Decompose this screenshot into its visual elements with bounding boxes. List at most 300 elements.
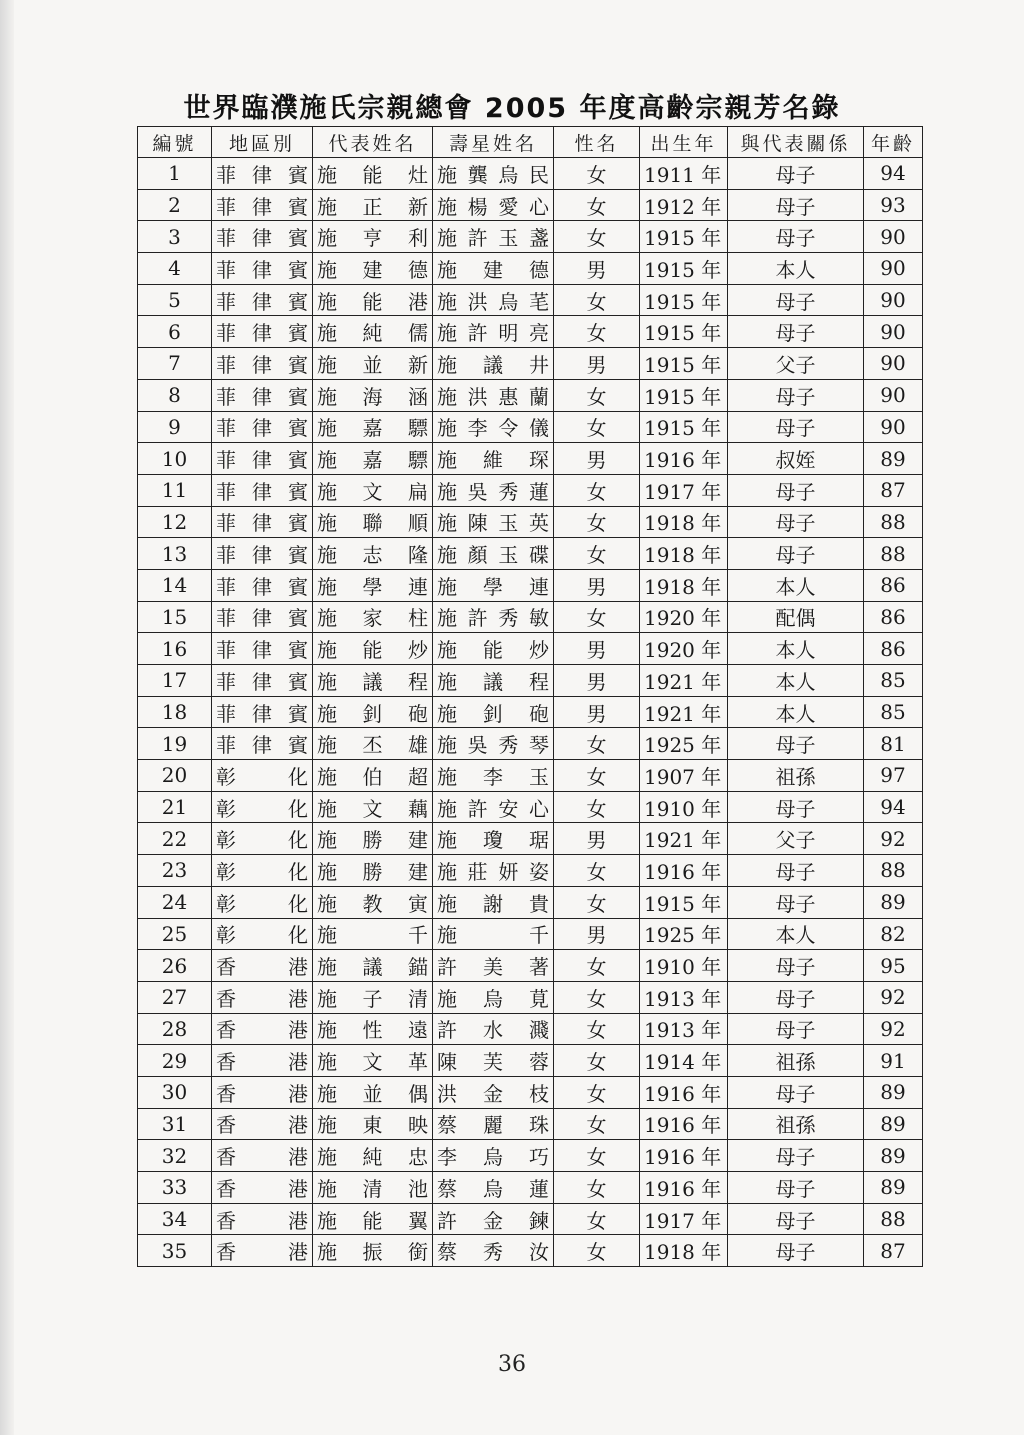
cell-number: 31 (138, 1108, 212, 1140)
cell-representative: 施文革 (313, 1045, 433, 1077)
cell-number: 16 (138, 633, 212, 665)
cell-region: 香港 (212, 1203, 313, 1235)
cell-representative: 施釗砲 (313, 696, 433, 728)
cell-number: 23 (138, 855, 212, 887)
cell-representative: 施純忠 (313, 1140, 433, 1172)
cell-number: 8 (138, 379, 212, 411)
cell-gender: 男 (554, 918, 640, 950)
cell-birth-year: 1920 年 (640, 601, 728, 633)
cell-gender: 女 (554, 950, 640, 982)
cell-representative: 施千 (313, 918, 433, 950)
cell-elder-name: 施議程 (433, 665, 554, 697)
cell-representative: 施議程 (313, 665, 433, 697)
cell-birth-year: 1915 年 (640, 411, 728, 443)
cell-birth-year: 1918 年 (640, 538, 728, 570)
cell-gender: 女 (554, 855, 640, 887)
cell-relationship: 母子 (728, 474, 864, 506)
cell-birth-year: 1915 年 (640, 284, 728, 316)
cell-region: 菲律賓 (212, 601, 313, 633)
table-row (138, 728, 923, 760)
cell-gender: 女 (554, 221, 640, 253)
cell-number: 21 (138, 791, 212, 823)
cell-elder-name: 施楊愛心 (433, 189, 554, 221)
cell-gender: 男 (554, 823, 640, 855)
cell-birth-year: 1914 年 (640, 1045, 728, 1077)
cell-birth-year: 1913 年 (640, 1013, 728, 1045)
cell-gender: 女 (554, 189, 640, 221)
cell-elder-name: 施千 (433, 918, 554, 950)
cell-birth-year: 1915 年 (640, 379, 728, 411)
cell-birth-year: 1912 年 (640, 189, 728, 221)
cell-gender: 女 (554, 760, 640, 792)
cell-gender: 女 (554, 538, 640, 570)
document-title: 世界臨濮施氏宗親總會 2005 年度高齡宗親芳名錄 (183, 93, 841, 124)
cell-number: 24 (138, 886, 212, 918)
cell-relationship: 祖孫 (728, 1108, 864, 1140)
cell-region: 香港 (212, 1140, 313, 1172)
cell-relationship: 父子 (728, 348, 864, 380)
cell-age: 89 (864, 443, 923, 475)
cell-relationship: 祖孫 (728, 1045, 864, 1077)
cell-elder-name: 蔡秀汝 (433, 1235, 554, 1267)
cell-elder-name: 施謝貴 (433, 886, 554, 918)
cell-elder-name: 陳芙蓉 (433, 1045, 554, 1077)
cell-gender: 女 (554, 474, 640, 506)
cell-representative: 施嘉驃 (313, 411, 433, 443)
cell-age: 90 (864, 411, 923, 443)
cell-gender: 女 (554, 158, 640, 190)
cell-birth-year: 1915 年 (640, 221, 728, 253)
table-row (138, 1013, 923, 1045)
table-row (138, 1203, 923, 1235)
cell-relationship: 母子 (728, 158, 864, 190)
cell-region: 彰化 (212, 855, 313, 887)
cell-number: 10 (138, 443, 212, 475)
table-header-row (138, 127, 923, 158)
cell-age: 85 (864, 696, 923, 728)
cell-age: 86 (864, 569, 923, 601)
cell-age: 89 (864, 1140, 923, 1172)
cell-age: 91 (864, 1045, 923, 1077)
cell-number: 13 (138, 538, 212, 570)
table-row (138, 221, 923, 253)
cell-relationship: 配偶 (728, 601, 864, 633)
cell-relationship: 母子 (728, 1013, 864, 1045)
cell-region: 菲律賓 (212, 506, 313, 538)
cell-elder-name: 施建德 (433, 253, 554, 285)
cell-birth-year: 1915 年 (640, 316, 728, 348)
cell-elder-name: 施瓊琚 (433, 823, 554, 855)
cell-relationship: 母子 (728, 1203, 864, 1235)
cell-relationship: 祖孫 (728, 760, 864, 792)
cell-age: 88 (864, 855, 923, 887)
cell-elder-name: 施許安心 (433, 791, 554, 823)
cell-number: 11 (138, 474, 212, 506)
cell-relationship: 父子 (728, 823, 864, 855)
table-row (138, 506, 923, 538)
cell-number: 17 (138, 665, 212, 697)
cell-representative: 施東映 (313, 1108, 433, 1140)
cell-number: 33 (138, 1172, 212, 1204)
cell-elder-name: 許美著 (433, 950, 554, 982)
cell-relationship: 母子 (728, 284, 864, 316)
cell-elder-name: 施許玉盞 (433, 221, 554, 253)
cell-elder-name: 施釗砲 (433, 696, 554, 728)
cell-representative: 施振銜 (313, 1235, 433, 1267)
table-body (138, 158, 923, 1267)
cell-elder-name: 許金鍊 (433, 1203, 554, 1235)
cell-elder-name: 施許秀敏 (433, 601, 554, 633)
cell-age: 94 (864, 791, 923, 823)
cell-gender: 女 (554, 1076, 640, 1108)
table-row (138, 918, 923, 950)
cell-number: 9 (138, 411, 212, 443)
cell-representative: 施學連 (313, 569, 433, 601)
cell-number: 6 (138, 316, 212, 348)
cell-representative: 施海涵 (313, 379, 433, 411)
cell-number: 25 (138, 918, 212, 950)
cell-age: 90 (864, 253, 923, 285)
cell-region: 彰化 (212, 823, 313, 855)
cell-birth-year: 1918 年 (640, 506, 728, 538)
cell-number: 7 (138, 348, 212, 380)
table-row (138, 950, 923, 982)
cell-number: 4 (138, 253, 212, 285)
cell-representative: 施正新 (313, 189, 433, 221)
table-row (138, 1045, 923, 1077)
cell-birth-year: 1918 年 (640, 569, 728, 601)
cell-relationship: 母子 (728, 728, 864, 760)
cell-representative: 施家柱 (313, 601, 433, 633)
cell-representative: 施能炒 (313, 633, 433, 665)
table-row (138, 316, 923, 348)
cell-number: 29 (138, 1045, 212, 1077)
cell-region: 彰化 (212, 791, 313, 823)
cell-elder-name: 洪金枝 (433, 1076, 554, 1108)
cell-birth-year: 1910 年 (640, 950, 728, 982)
cell-region: 菲律賓 (212, 633, 313, 665)
cell-relationship: 母子 (728, 886, 864, 918)
table-row (138, 633, 923, 665)
cell-number: 19 (138, 728, 212, 760)
cell-age: 89 (864, 886, 923, 918)
page-number: 36 (498, 1352, 526, 1377)
cell-relationship: 母子 (728, 1172, 864, 1204)
cell-region: 香港 (212, 981, 313, 1013)
cell-representative: 施能灶 (313, 158, 433, 190)
cell-number: 14 (138, 569, 212, 601)
cell-gender: 女 (554, 1045, 640, 1077)
cell-age: 93 (864, 189, 923, 221)
cell-representative: 施志隆 (313, 538, 433, 570)
cell-representative: 施嘉驃 (313, 443, 433, 475)
cell-number: 15 (138, 601, 212, 633)
cell-elder-name: 施維琛 (433, 443, 554, 475)
cell-region: 彰化 (212, 886, 313, 918)
cell-relationship: 母子 (728, 981, 864, 1013)
cell-age: 95 (864, 950, 923, 982)
header-elder-name: 壽星姓名 (433, 127, 554, 158)
cell-elder-name: 李烏巧 (433, 1140, 554, 1172)
cell-elder-name: 施莊妍姿 (433, 855, 554, 887)
cell-region: 菲律賓 (212, 221, 313, 253)
cell-region: 菲律賓 (212, 284, 313, 316)
cell-gender: 女 (554, 791, 640, 823)
cell-region: 香港 (212, 950, 313, 982)
cell-elder-name: 施烏莧 (433, 981, 554, 1013)
cell-age: 90 (864, 284, 923, 316)
header-representative: 代表姓名 (313, 127, 433, 158)
cell-region: 菲律賓 (212, 379, 313, 411)
cell-gender: 女 (554, 411, 640, 443)
cell-number: 22 (138, 823, 212, 855)
cell-region: 菲律賓 (212, 411, 313, 443)
cell-gender: 女 (554, 1235, 640, 1267)
cell-region: 菲律賓 (212, 696, 313, 728)
table-row (138, 791, 923, 823)
cell-gender: 男 (554, 665, 640, 697)
cell-region: 菲律賓 (212, 348, 313, 380)
cell-relationship: 本人 (728, 665, 864, 697)
cell-age: 89 (864, 1172, 923, 1204)
cell-representative: 施勝建 (313, 855, 433, 887)
cell-age: 82 (864, 918, 923, 950)
header-birth-year: 出生年 (640, 127, 728, 158)
table-row (138, 348, 923, 380)
table-row (138, 823, 923, 855)
cell-region: 菲律賓 (212, 189, 313, 221)
cell-number: 28 (138, 1013, 212, 1045)
cell-region: 香港 (212, 1076, 313, 1108)
cell-age: 89 (864, 1108, 923, 1140)
cell-elder-name: 施龔烏民 (433, 158, 554, 190)
cell-gender: 女 (554, 1013, 640, 1045)
cell-birth-year: 1910 年 (640, 791, 728, 823)
cell-elder-name: 施吳秀琴 (433, 728, 554, 760)
cell-region: 菲律賓 (212, 443, 313, 475)
table-row (138, 665, 923, 697)
cell-gender: 男 (554, 348, 640, 380)
cell-age: 89 (864, 1076, 923, 1108)
cell-birth-year: 1917 年 (640, 474, 728, 506)
cell-age: 90 (864, 348, 923, 380)
table-row (138, 189, 923, 221)
cell-elder-name: 蔡烏蓮 (433, 1172, 554, 1204)
cell-region: 菲律賓 (212, 665, 313, 697)
cell-number: 20 (138, 760, 212, 792)
table-row (138, 1076, 923, 1108)
cell-gender: 女 (554, 886, 640, 918)
cell-relationship: 母子 (728, 1140, 864, 1172)
cell-birth-year: 1917 年 (640, 1203, 728, 1235)
cell-birth-year: 1907 年 (640, 760, 728, 792)
table-row (138, 886, 923, 918)
cell-relationship: 母子 (728, 379, 864, 411)
cell-birth-year: 1921 年 (640, 823, 728, 855)
table-row (138, 760, 923, 792)
cell-number: 12 (138, 506, 212, 538)
cell-birth-year: 1916 年 (640, 1076, 728, 1108)
cell-number: 5 (138, 284, 212, 316)
cell-birth-year: 1918 年 (640, 1235, 728, 1267)
cell-gender: 男 (554, 633, 640, 665)
cell-representative: 施丕雄 (313, 728, 433, 760)
cell-age: 92 (864, 981, 923, 1013)
cell-elder-name: 施陳玉英 (433, 506, 554, 538)
cell-age: 90 (864, 379, 923, 411)
cell-gender: 女 (554, 284, 640, 316)
cell-region: 菲律賓 (212, 569, 313, 601)
cell-region: 菲律賓 (212, 316, 313, 348)
cell-representative: 施議錨 (313, 950, 433, 982)
cell-relationship: 母子 (728, 538, 864, 570)
cell-representative: 施清池 (313, 1172, 433, 1204)
cell-representative: 施子清 (313, 981, 433, 1013)
cell-age: 97 (864, 760, 923, 792)
cell-birth-year: 1921 年 (640, 665, 728, 697)
cell-number: 35 (138, 1235, 212, 1267)
cell-age: 81 (864, 728, 923, 760)
cell-number: 3 (138, 221, 212, 253)
cell-representative: 施純儒 (313, 316, 433, 348)
header-gender: 性名 (554, 127, 640, 158)
cell-age: 86 (864, 633, 923, 665)
cell-region: 彰化 (212, 760, 313, 792)
cell-age: 88 (864, 1203, 923, 1235)
header-age: 年齡 (864, 127, 923, 158)
cell-elder-name: 施李令儀 (433, 411, 554, 443)
cell-birth-year: 1921 年 (640, 696, 728, 728)
cell-elder-name: 施議井 (433, 348, 554, 380)
table-row (138, 1235, 923, 1267)
cell-region: 香港 (212, 1013, 313, 1045)
cell-birth-year: 1916 年 (640, 1140, 728, 1172)
table-row (138, 696, 923, 728)
table-row (138, 1108, 923, 1140)
cell-gender: 女 (554, 379, 640, 411)
table-row (138, 601, 923, 633)
cell-age: 85 (864, 665, 923, 697)
table-row (138, 284, 923, 316)
cell-age: 88 (864, 538, 923, 570)
cell-gender: 男 (554, 443, 640, 475)
header-relationship: 與代表關係 (728, 127, 864, 158)
cell-age: 94 (864, 158, 923, 190)
cell-region: 香港 (212, 1108, 313, 1140)
cell-birth-year: 1915 年 (640, 348, 728, 380)
cell-relationship: 本人 (728, 253, 864, 285)
cell-elder-name: 施吳秀蓮 (433, 474, 554, 506)
cell-number: 34 (138, 1203, 212, 1235)
cell-elder-name: 施學連 (433, 569, 554, 601)
cell-representative: 施教寅 (313, 886, 433, 918)
cell-number: 26 (138, 950, 212, 982)
cell-representative: 施能港 (313, 284, 433, 316)
cell-relationship: 母子 (728, 1076, 864, 1108)
cell-relationship: 母子 (728, 316, 864, 348)
cell-age: 88 (864, 506, 923, 538)
cell-region: 香港 (212, 1045, 313, 1077)
cell-birth-year: 1916 年 (640, 443, 728, 475)
cell-age: 90 (864, 316, 923, 348)
cell-birth-year: 1925 年 (640, 918, 728, 950)
page-edge (0, 0, 14, 1435)
cell-birth-year: 1920 年 (640, 633, 728, 665)
cell-elder-name: 施顏玉碟 (433, 538, 554, 570)
cell-representative: 施並偶 (313, 1076, 433, 1108)
cell-birth-year: 1915 年 (640, 886, 728, 918)
cell-region: 彰化 (212, 918, 313, 950)
cell-number: 1 (138, 158, 212, 190)
cell-relationship: 母子 (728, 791, 864, 823)
cell-representative: 施伯超 (313, 760, 433, 792)
cell-number: 18 (138, 696, 212, 728)
cell-elder-name: 施許明亮 (433, 316, 554, 348)
table-row (138, 379, 923, 411)
table-row (138, 411, 923, 443)
cell-relationship: 本人 (728, 569, 864, 601)
cell-gender: 女 (554, 728, 640, 760)
cell-relationship: 母子 (728, 855, 864, 887)
table-row (138, 538, 923, 570)
table-row (138, 158, 923, 190)
cell-gender: 男 (554, 696, 640, 728)
cell-region: 菲律賓 (212, 474, 313, 506)
cell-relationship: 母子 (728, 189, 864, 221)
cell-gender: 女 (554, 601, 640, 633)
table-row (138, 253, 923, 285)
cell-representative: 施文扁 (313, 474, 433, 506)
cell-elder-name: 施洪烏芼 (433, 284, 554, 316)
table-row (138, 855, 923, 887)
cell-age: 87 (864, 1235, 923, 1267)
elders-table (137, 126, 923, 1267)
cell-gender: 女 (554, 1203, 640, 1235)
cell-representative: 施亨利 (313, 221, 433, 253)
cell-relationship: 本人 (728, 696, 864, 728)
cell-gender: 女 (554, 1172, 640, 1204)
header-region: 地區別 (212, 127, 313, 158)
cell-region: 菲律賓 (212, 158, 313, 190)
cell-region: 菲律賓 (212, 728, 313, 760)
header-number: 編號 (138, 127, 212, 158)
cell-birth-year: 1916 年 (640, 1108, 728, 1140)
table-row (138, 981, 923, 1013)
cell-birth-year: 1925 年 (640, 728, 728, 760)
cell-number: 27 (138, 981, 212, 1013)
cell-age: 87 (864, 474, 923, 506)
cell-elder-name: 施洪惠蘭 (433, 379, 554, 411)
cell-relationship: 本人 (728, 918, 864, 950)
cell-elder-name: 蔡麗珠 (433, 1108, 554, 1140)
cell-relationship: 叔姪 (728, 443, 864, 475)
table-row (138, 1172, 923, 1204)
cell-gender: 女 (554, 316, 640, 348)
cell-number: 2 (138, 189, 212, 221)
cell-region: 菲律賓 (212, 538, 313, 570)
cell-relationship: 母子 (728, 411, 864, 443)
cell-region: 香港 (212, 1172, 313, 1204)
table-row (138, 474, 923, 506)
cell-representative: 施聯順 (313, 506, 433, 538)
cell-birth-year: 1916 年 (640, 1172, 728, 1204)
cell-representative: 施性遠 (313, 1013, 433, 1045)
cell-gender: 女 (554, 506, 640, 538)
table-row (138, 1140, 923, 1172)
cell-birth-year: 1915 年 (640, 253, 728, 285)
cell-age: 86 (864, 601, 923, 633)
cell-elder-name: 施李玉 (433, 760, 554, 792)
